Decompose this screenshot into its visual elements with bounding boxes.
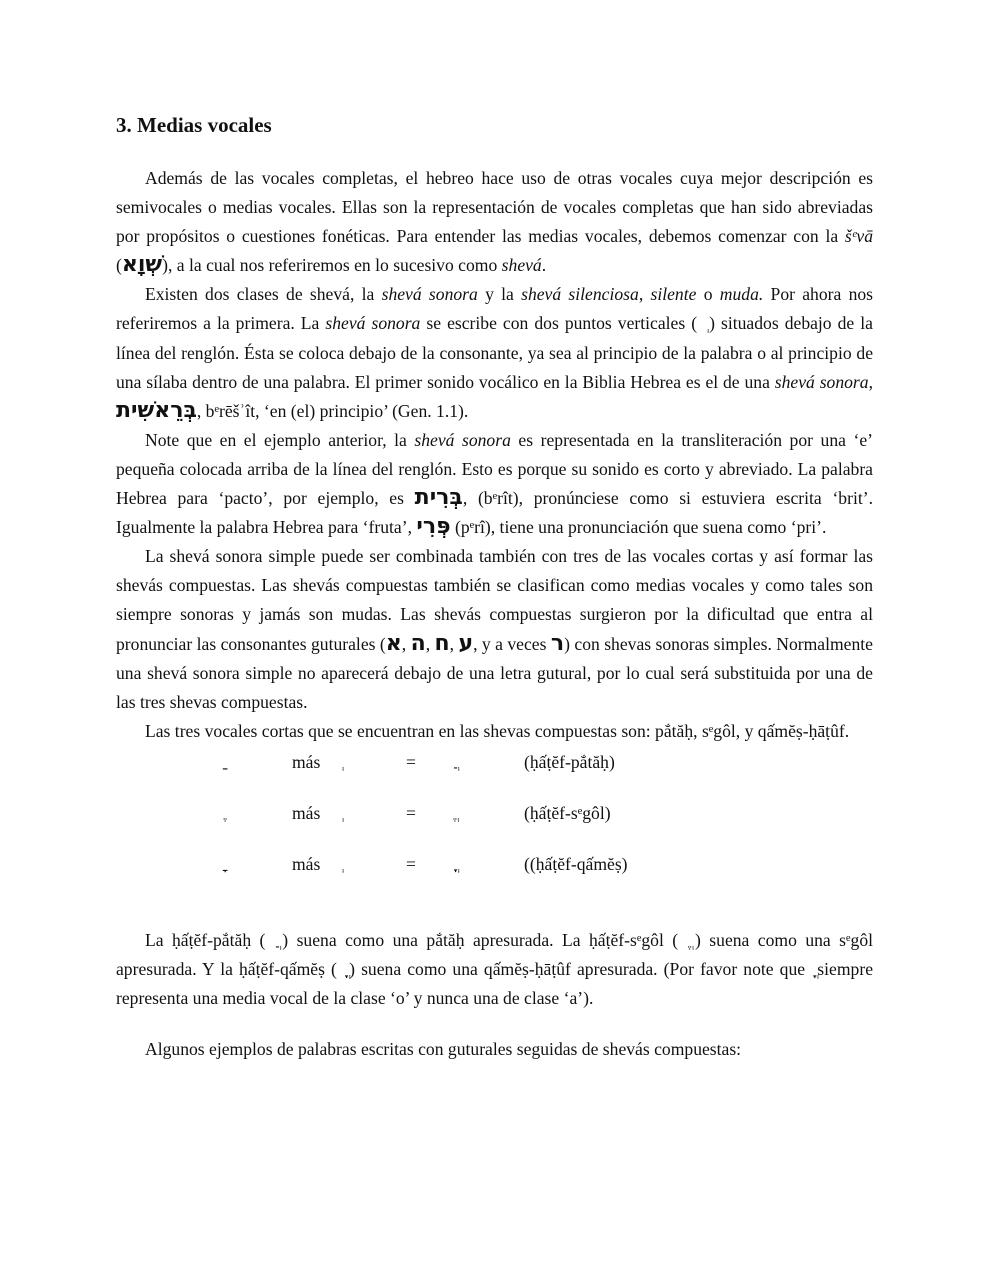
italic-term: shevá: [501, 255, 542, 276]
hebrew-word: בְּרֵאשִׁית: [116, 397, 197, 423]
italic-term: shevá sonora: [774, 371, 869, 392]
text-run: ,: [449, 633, 459, 654]
hebrew-word: פְּרִי: [416, 514, 451, 540]
text-run: ,: [425, 633, 435, 654]
text-run: .: [541, 255, 547, 276]
text-run: ) situados debajo de la línea del renglón. Ésta se coloca debajo de la consonante, ya sea al principio de la palabra o al principio de una sílaba dentro de una palabra. El primer sonido vocálico en la Biblia Hebrea es el de una: [116, 313, 873, 392]
body-text: [116, 164, 873, 746]
text-run: ,: [868, 371, 873, 392]
text-run: ) suena como una pắtăḥ apresurada. La ḥấṭĕf-sᵉgôl (: [273, 929, 687, 950]
hebrew-word: ע: [458, 630, 474, 656]
text-run: Existen dos clases de shevá, la: [145, 284, 382, 305]
plus-word: más: [292, 751, 321, 772]
italic-term: muda.: [719, 284, 764, 305]
text-run: ,: [638, 284, 651, 305]
text-run: La ḥấṭĕf-pắtăḥ (: [145, 929, 274, 950]
plus-word: más: [292, 853, 321, 874]
hebrew-word: בְּרִית: [414, 485, 463, 511]
italic-term: šᵉvā: [844, 226, 873, 247]
vowel-combination-table: [116, 746, 873, 902]
paragraph: [116, 164, 873, 280]
text-run: , (bᵉrît), pronúnciese como si estuviera escrita ‘brit’. Igualmente la palabra Hebrea para ‘fruta’,: [116, 488, 873, 538]
hebrew-word: א: [385, 630, 402, 656]
italic-term: shevá sonora: [381, 284, 478, 305]
text-run: (: [116, 255, 122, 276]
text-run: siempre representa una media vocal de la clase ‘o’ y nunca una de clase ‘a’).: [116, 958, 873, 1009]
paragraph: [116, 426, 873, 542]
text-run: Note que en el ejemplo anterior, la: [145, 429, 415, 450]
vowel-table-row: [116, 752, 873, 782]
plus-word: más: [292, 802, 321, 823]
paragraph: [116, 926, 873, 1013]
italic-term: shevá silenciosa: [521, 284, 639, 305]
text-run: es representada en la transliteración por una ‘e’ pequeña colocada arriba de la línea del renglón. Esto es porque su sonido es corto y abreviado. La palabra Hebrea para ‘pacto’, por ejemplo, es: [116, 429, 874, 509]
text-run: , bᵉrēšʾît, ‘en (el) principio’ (Gen. 1.1).: [196, 400, 469, 421]
compound-shewa-name: (ḥấṭĕf-sᵉgôl): [524, 802, 611, 823]
body-text-continued: [116, 926, 873, 1064]
text-run: ,: [401, 633, 411, 654]
text-run: ), a la cual nos referiremos en lo sucesivo como: [162, 255, 502, 276]
text-run: La shevá sonora simple puede ser combinada también con tres de las vocales cortas y así formar las shevás compuestas. Las shevás compuestas también se clasifican como medias vocales y como tales son siempre sonoras y jamás son mudas. Las shevás compuestas surgieron por la dificultad que entra al pronunciar las consonantes guturales (: [116, 546, 873, 654]
italic-term: shevá sonora: [414, 429, 511, 450]
document-page: [116, 112, 873, 1064]
paragraph: [116, 542, 873, 717]
text-run: Por ahora nos referiremos a la primera. La: [116, 284, 874, 334]
hebrew-word: שְׁוָא: [121, 252, 163, 278]
hebrew-word: ח: [434, 630, 450, 656]
text-run: se escribe con dos puntos verticales (: [420, 313, 704, 334]
text-run: ) con shevas sonoras simples. Normalmente una shevá sonora simple no aparecerá debajo de una letra gutural, por lo cual será substituida por una de las tres shevas compuestas.: [116, 633, 873, 712]
italic-term: silente: [650, 284, 697, 305]
hebrew-word: ר: [550, 630, 565, 656]
italic-term: shevá sonora: [325, 313, 421, 334]
vowel-table-row: [116, 854, 873, 884]
text-run: Además de las vocales completas, el hebreo hace uso de otras vocales cuya mejor descripción es semivocales o medias vocales. Ellas son la representación de vocales completas que han sido abreviadas por propósitos o cuestiones fonéticas. Para entender las medias vocales, debemos comenzar con la: [116, 168, 873, 247]
paragraph: [116, 1035, 873, 1064]
paragraph: [116, 280, 873, 425]
text-run: , y a veces: [473, 633, 551, 654]
text-run: y la: [477, 284, 522, 305]
paragraph: [116, 717, 873, 746]
section-heading: 3. Medias vocales: [116, 113, 272, 137]
compound-shewa-name: (ḥấṭĕf-pắtăḥ): [524, 751, 615, 772]
equals-sign: =: [406, 802, 416, 823]
vowel-table-row: [116, 803, 873, 833]
text-run: ) suena como una sᵉgôl apresurada. Y la ḥấṭĕf-qấmĕṣ (: [116, 929, 873, 979]
text-run: Algunos ejemplos de palabras escritas con guturales seguidas de shevás compuestas:: [145, 1039, 742, 1060]
text-run: (pᵉrî), tiene una pronunciación que suena como ‘pri’.: [450, 517, 827, 538]
compound-shewa-name: ((ḥấṭĕf-qấmĕṣ): [524, 853, 628, 874]
hebrew-word: ה: [410, 630, 426, 656]
equals-sign: =: [406, 751, 416, 772]
equals-sign: =: [406, 853, 416, 874]
text-run: Las tres vocales cortas que se encuentran en las shevas compuestas son: pắtăḥ, sᵉgôl, y qấmĕṣ-ḥāṭûf.: [145, 720, 850, 741]
text-run: o: [696, 284, 720, 305]
text-run: ) suena como una qấmĕṣ-ḥāṭûf apresurada. (Por favor note que: [343, 958, 812, 979]
